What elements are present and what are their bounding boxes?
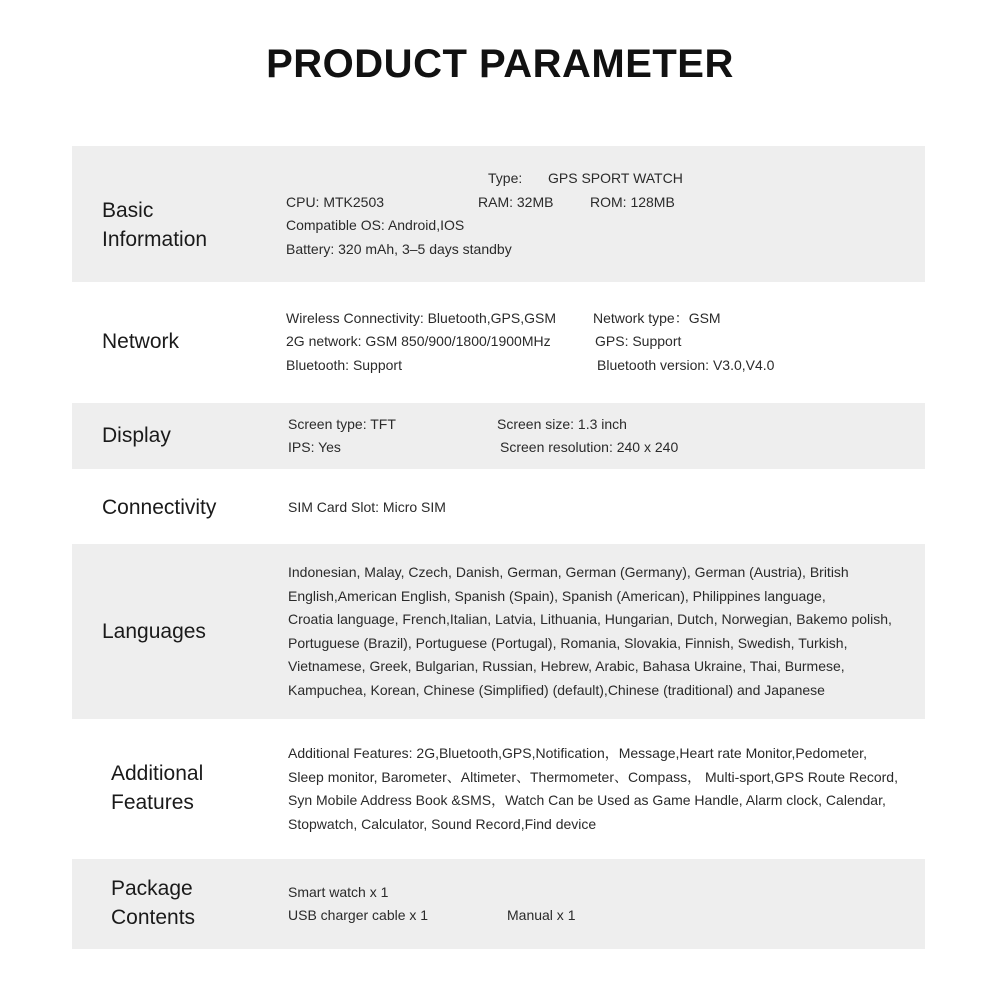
basic-label-line-1: Basic [102,199,154,222]
basic-label-line-2: Information [102,228,208,251]
section-additional-features [72,719,925,859]
network-type-spec: Network type：GSM [593,310,721,326]
package-label-line-2: Contents [111,906,196,929]
languages-line: Vietnamese, Greek, Bulgarian, Russian, Hebrew, Arabic, Bahasa Ukraine, Thai, Burmese, [288,658,845,674]
additional-label-line-1: Additional [111,762,204,785]
additional-features-list [288,742,898,836]
ips-spec: IPS: Yes [288,439,341,455]
page-title: PRODUCT PARAMETER [266,42,734,86]
battery-spec: Battery: 320 mAh, 3–5 days standby [286,241,512,257]
package-item-smart-watch: Smart watch x 1 [288,884,389,900]
section-label-additional-features [111,759,203,817]
section-languages [72,544,925,719]
section-basic-information [72,146,925,282]
screen-type-spec: Screen type: TFT [288,416,396,432]
screen-size-spec: Screen size: 1.3 inch [497,416,627,432]
languages-line: Portuguese (Brazil), Portuguese (Portugal), Romania, Slovakia, Finnish, Swedish, Turkish, [288,634,848,651]
section-label-languages: Languages [102,620,206,643]
wireless-connectivity-spec: Wireless Connectivity: Bluetooth,GPS,GSM [286,310,556,326]
languages-line: Kampuchea, Korean, Chinese (Simplified) (default),Chinese (traditional) and Japanese [288,681,825,698]
section-network [72,282,925,403]
type-value: GPS SPORT WATCH [548,170,683,186]
section-label-network: Network [102,330,180,353]
package-item-usb-cable: USB charger cable x 1 [288,907,429,923]
features-line: Additional Features: 2G,Bluetooth,GPS,Notification，Message,Heart rate Monitor,Pedometer, [288,745,867,761]
additional-label-line-2: Features [111,791,194,814]
screen-resolution-spec: Screen resolution: 240 x 240 [500,439,679,455]
compatible-os-spec: Compatible OS: Android,IOS [286,217,465,233]
package-label-line-1: Package [111,877,193,900]
languages-line: Croatia language, French,Italian, Latvia, Lithuania, Hungarian, Dutch, Norwegian, Bakemo polish, [288,611,892,627]
languages-line: English,American English, Spanish (Spain), Spanish (American), Philippines language, [288,587,826,604]
gps-spec: GPS: Support [595,333,682,349]
features-line: Stopwatch, Calculator, Sound Record,Find device [288,815,597,832]
section-display [72,403,925,469]
section-package-contents [72,859,925,949]
section-connectivity [72,469,925,544]
features-line: Syn Mobile Address Book &SMS，Watch Can be Used as Game Handle, Alarm clock, Calendar, [288,792,886,808]
section-label-basic-information [102,196,207,254]
section-label-connectivity: Connectivity [102,496,217,519]
sim-slot-spec: SIM Card Slot: Micro SIM [288,499,446,515]
languages-line: Indonesian, Malay, Czech, Danish, German, German (Germany), German (Austria), British [288,564,849,580]
features-line: Sleep monitor, Barometer、Altimeter、Thermometer、Compass， Multi-sport,GPS Route Record, [288,768,898,785]
section-label-display: Display [102,424,171,447]
rom-spec: ROM: 128MB [590,194,675,210]
bluetooth-version-spec: Bluetooth version: V3.0,V4.0 [597,357,775,373]
bluetooth-spec: Bluetooth: Support [286,357,402,373]
section-label-package-contents [111,874,195,932]
package-item-manual: Manual x 1 [507,907,576,923]
type-label: Type: [488,170,523,186]
cpu-spec: CPU: MTK2503 [286,194,385,210]
ram-spec: RAM: 32MB [478,194,554,210]
languages-list [288,561,892,702]
2g-network-spec: 2G network: GSM 850/900/1800/1900MHz [286,333,551,349]
